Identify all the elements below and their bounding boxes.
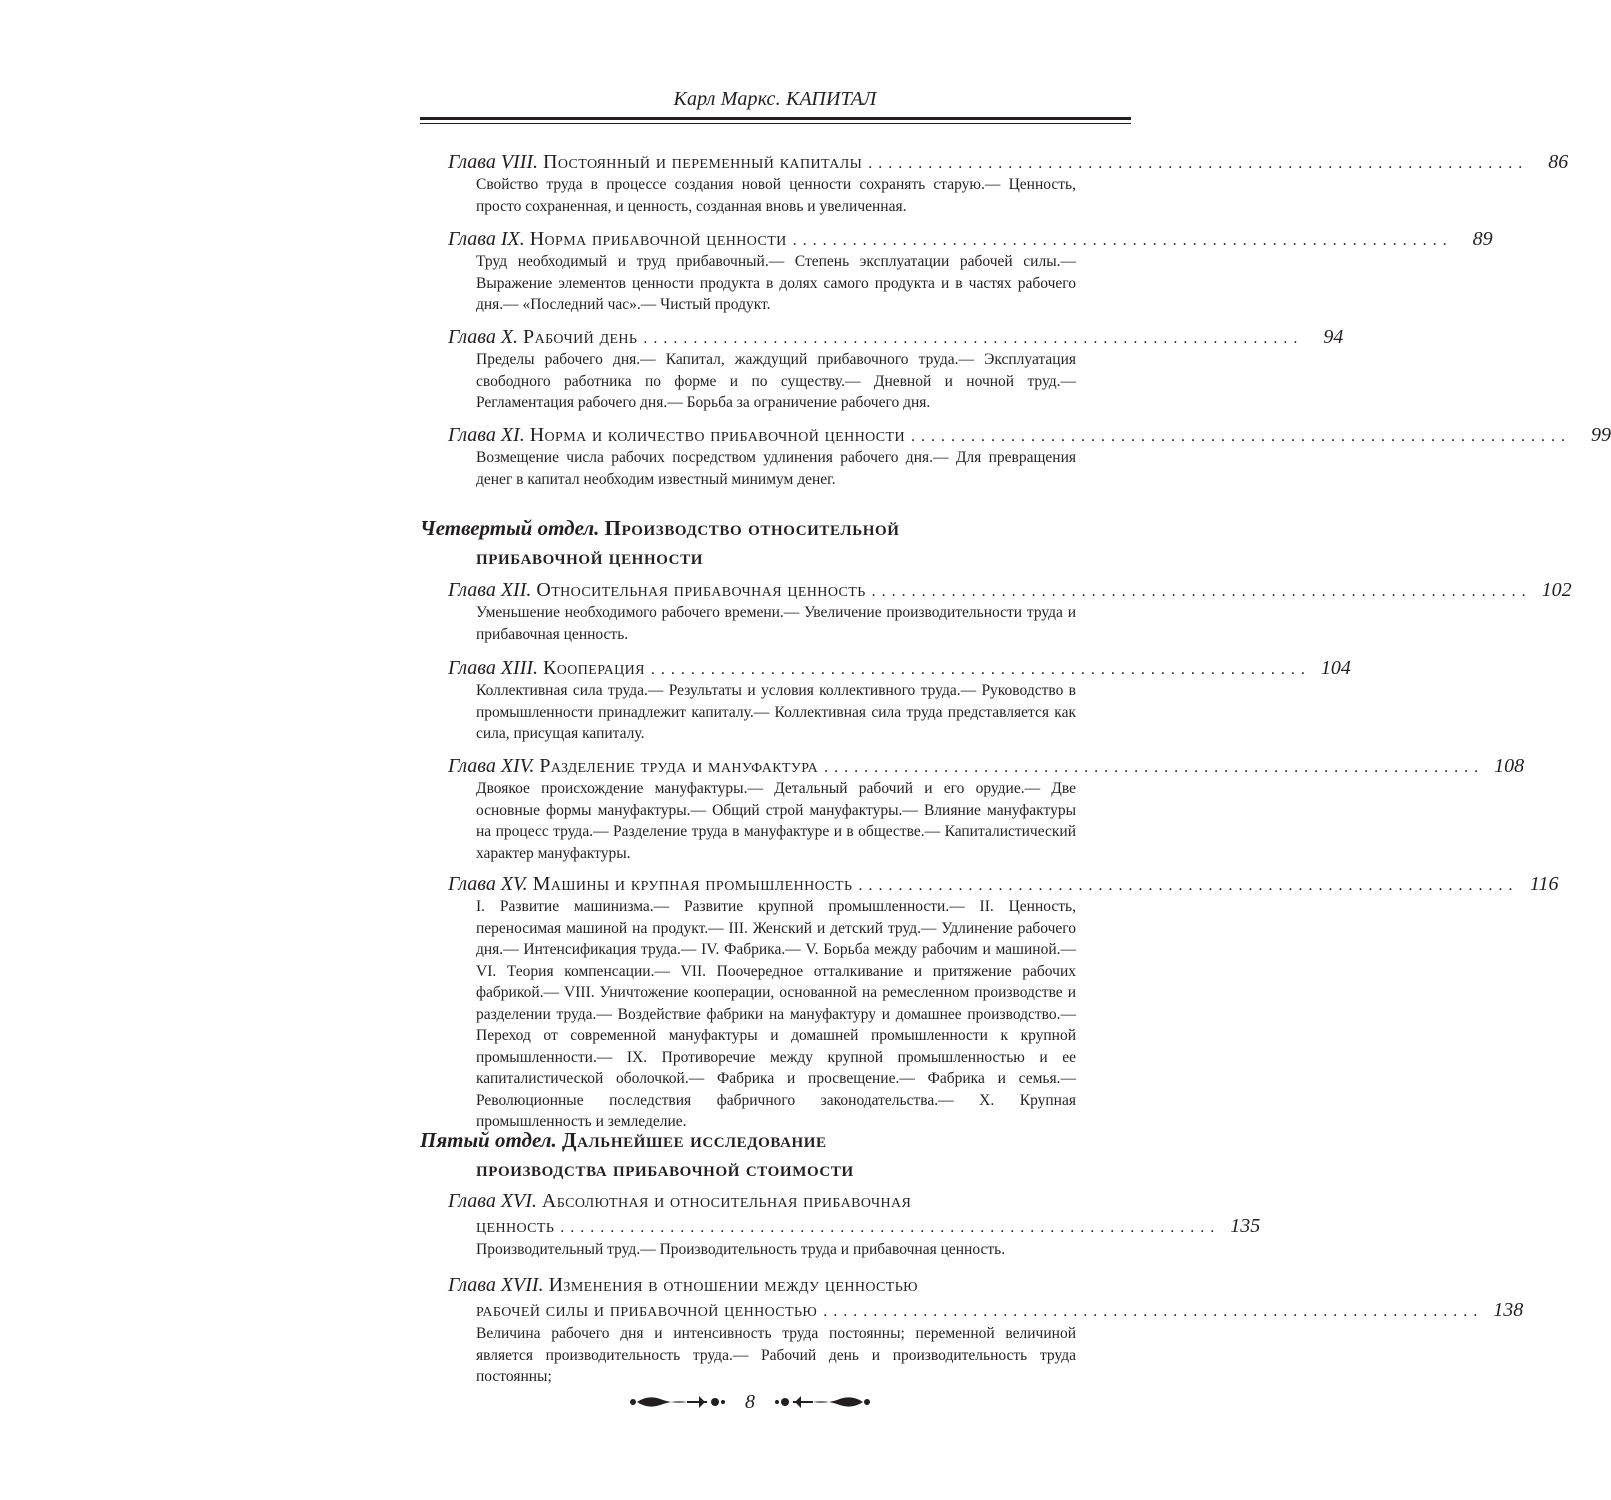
chapter-description: Труд необходимый и труд прибавочный.— Степень эксплуатации рабочей силы.— Выражение элементов ценности продукта в долях самого продукта и в частях рабочего дня.— «Последний час».— Чистый продукт. [476,253,1076,313]
section-label: Четвертый отдел. [420,516,600,540]
chapter-label: Глава XV. [448,873,528,895]
chapter-title: Постоянный и переменный капиталы [543,151,863,173]
toc-entry-chapter-9[interactable] [448,227,1493,253]
running-title: Карл Маркс. КАПИТАЛ [673,88,877,110]
chapter-label: Глава XIV. [448,755,535,777]
chapter-title: Кооперация [543,657,645,679]
chapter-page: 86 [1548,151,1569,173]
chapter-label: Глава XI. [448,424,525,446]
toc-entry-chapter-10[interactable] [448,325,1344,351]
ornament-left-icon [629,1390,727,1414]
chapter-page: 89 [1472,228,1493,250]
chapter-description: Уменьшение необходимого рабочего времени.— Увеличение производительности труда и прибавочная ценность. [476,604,1076,643]
section-title-line1: Производство относительной [604,516,900,540]
chapter-title: Относительная прибавочная ценность [536,579,866,601]
toc-entry-chapter-13[interactable] [448,656,1351,682]
ornament-right-icon [773,1390,871,1414]
toc-entry-chapter-11[interactable] [448,423,1611,449]
chapter-title: Разделение труда и мануфактура [539,755,819,777]
chapter-description: Свойство труда в процессе создания новой ценности сохранять старую.— Ценность, просто сохраненная, и ценность, созданная вновь и увеличенная. [476,176,1076,215]
toc-entry-chapter-16[interactable] [448,1189,1261,1240]
chapter-title: Норма и количество прибавочной ценности [529,424,905,446]
chapter-label: Глава XII. [448,579,532,601]
dot-leader: .................................................................. [823,1303,1484,1320]
chapter-page: 99 [1590,424,1611,446]
dot-leader: .................................................................. [824,759,1485,776]
dot-leader: .................................................................. [858,877,1519,894]
header-rule-thin [420,123,1131,124]
section-title-line1: Дальнейшее исследование [562,1128,827,1152]
chapter-description: I. Развитие машинизма.— Развитие крупной промышленности.— II. Ценность, переносимая машиной на продукт.— III. Женский и детский труд.— Удлинение рабочего дня.— Интенсификация труда.— IV. Фабрика.— V. Борьба между рабочим и машиной.— VI. Теория компенсации.— VII. Поочередное отталкивание и притяжение рабочих фабрикой.— VIII. Уничтожение кооперации, основанной на ремесленном производстве и разделении труда.— Воздействие фабрики на мануфактуру и домашнее производство.— Переход от современной мануфактуры и домашней промышленности к крупной промышленности.— IX. Противоречие между крупной промышленностью и ее капиталистической оболочкой.— Фабрика и просвещение.— Фабрика и семья.— Революционные последствия фабричного законодательства.— X. Крупная промышленность и земледелие. [476,898,1076,1130]
dot-leader: .................................................................. [868,155,1529,172]
chapter-label: Глава VIII. [448,151,539,173]
page-footer [0,1382,1500,1422]
chapter-page: 108 [1494,755,1525,777]
header-rule-thick [420,117,1131,120]
dot-leader: .................................................................. [560,1219,1221,1236]
chapter-label: Глава XIII. [448,657,539,679]
chapter-title-line2: рабочей силы и прибавочной ценностью [476,1299,818,1321]
toc-entry-chapter-12[interactable] [448,578,1572,604]
chapter-description: Пределы рабочего дня.— Капитал, жаждущий прибавочного труда.— Эксплуатация свободного работника по форме и по существу.— Дневной и ночной труд.— Регламентация рабочего дня.— Борьба за ограничение рабочего дня. [476,351,1076,411]
dot-leader: .................................................................. [910,428,1571,445]
chapter-page: 138 [1493,1299,1524,1321]
section-heading-4[interactable] [420,514,1130,572]
chapter-page: 135 [1230,1215,1261,1237]
toc-entry-chapter-15[interactable] [448,872,1559,898]
chapter-page: 102 [1541,579,1572,601]
section-title-line2: производства прибавочной стоимости [476,1157,854,1181]
chapter-title-line2: ценность [476,1215,555,1237]
chapter-description: Двоякое происхождение мануфактуры.— Детальный рабочий и его орудие.— Две основные формы мануфактуры.— Общий строй мануфактуры.— Влияние мануфактуры на процесс труда.— Разделение труда в мануфактуре и в обществе.— Капиталистический характер мануфактуры. [476,780,1076,862]
chapter-title-line1: Абсолютная и относительная прибавочная [541,1190,912,1212]
chapter-description: Величина рабочего дня и интенсивность труда постоянны; переменной величиной является производительность труда.— Рабочий день и производительность труда постоянны; [476,1325,1076,1385]
section-label: Пятый отдел. [420,1128,557,1152]
section-title-line2: прибавочной ценности [476,545,703,569]
chapter-title: Машины и крупная промышленность [532,873,853,895]
chapter-label: Глава XVI. [448,1190,537,1212]
chapter-description: Производительный труд.— Производительность труда и прибавочная ценность. [476,1241,1006,1258]
dot-leader: .................................................................. [650,661,1311,678]
page-number: 8 [745,1390,755,1413]
chapter-title: Рабочий день [523,326,638,348]
chapter-description: Коллективная сила труда.— Результаты и условия коллективного труда.— Руководство в промышленности принадлежит капиталу.— Коллективная сила труда представляется как сила, присущая капиталу. [476,682,1076,742]
toc-entry-chapter-8[interactable] [448,150,1569,176]
chapter-title: Норма прибавочной ценности [529,228,787,250]
chapter-label: Глава IX. [448,228,525,250]
chapter-label: Глава X. [448,326,519,348]
section-heading-5[interactable] [420,1126,1130,1184]
dot-leader: .................................................................. [643,330,1304,347]
toc-entry-chapter-14[interactable] [448,754,1525,780]
chapter-page: 94 [1323,326,1344,348]
chapter-title-line1: Изменения в отношении между ценностью [548,1274,918,1296]
chapter-page: 104 [1320,657,1351,679]
toc-entry-chapter-17[interactable] [448,1273,1524,1324]
dot-leader: .................................................................. [792,232,1453,249]
chapter-page: 116 [1529,873,1559,895]
chapter-description: Возмещение числа рабочих посредством удлинения рабочего дня.— Для превращения денег в капитал необходим известный минимум денег. [476,449,1076,488]
dot-leader: .................................................................. [871,583,1532,600]
chapter-label: Глава XVII. [448,1274,544,1296]
